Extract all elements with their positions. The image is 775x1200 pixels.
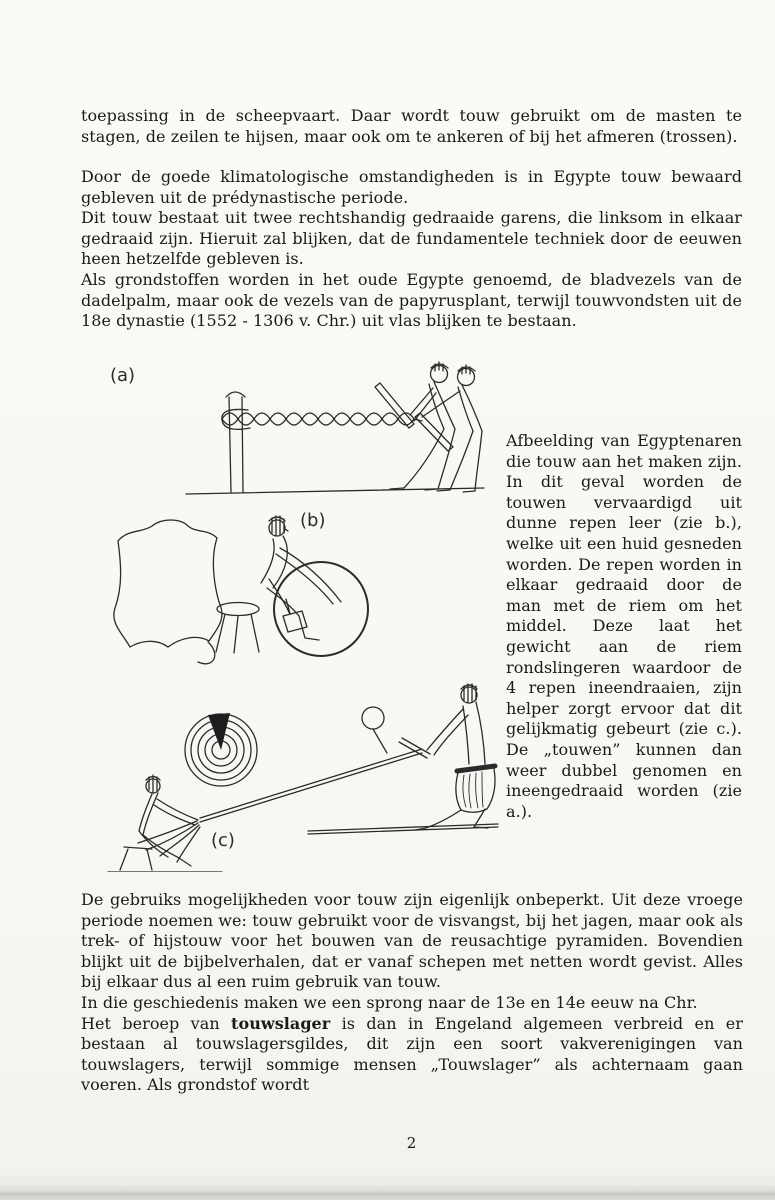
egyptian-rope-making-illustration bbox=[70, 357, 500, 872]
paragraph-ropemaker-profession bbox=[81, 1014, 743, 1096]
scene-c-stretching-rope-drawing bbox=[108, 684, 498, 872]
paragraph-climate: Door de goede klimatologische omstandigheden is in Egypte touw bewaard gebleven uit de prédynastische periode. bbox=[81, 167, 742, 207]
figure-label-b: (b) bbox=[300, 510, 326, 531]
page-number: 2 bbox=[406, 1134, 417, 1152]
paragraph-raw-materials: Als grondstoffen worden in het oude Egypte genoemd, de bladvezels van de dadelpalm, maar ook de vezels van de papyrusplant, terwijl touwvondsten uit de 18e dynastie (1552 - 1306 v. Chr.) uit vlas blijken te bestaan. bbox=[81, 269, 742, 331]
scan-bottom-edge-shadow bbox=[0, 1184, 775, 1200]
ropemaker-bold-word: touwslager bbox=[231, 1013, 331, 1033]
paragraph-bottom-block bbox=[81, 890, 743, 1096]
paragraph-rope-structure: Dit touw bestaat uit twee rechtshandig gedraaide garens, die linksom in elkaar gedraaid zijn. Hieruit zal blijken, dat de fundamentele techniek door de eeuwen heen hetzelfde gebleven is. bbox=[81, 208, 742, 269]
paragraph-egypt-block bbox=[81, 167, 742, 332]
scene-b-cutting-hide-drawing bbox=[114, 516, 368, 664]
paragraph-intro bbox=[81, 106, 742, 147]
figure-egyptian-rope-making bbox=[70, 357, 500, 872]
paragraph-intro-text: toepassing in de scheepvaart. Daar wordt touw gebruikt om de masten te stagen, de zeilen te hijsen, maar ook om te ankeren of bij het afmeren (trossen). bbox=[81, 106, 742, 146]
figure-label-c: (c) bbox=[211, 830, 235, 851]
paragraph-uses-of-rope: De gebruiks mogelijkheden voor touw zijn eigenlijk onbeperkt. Uit deze vroege periode noemen we: touw gebruikt voor de visvangst, bij het jagen, maar ook als trek- of hijstouw voor het bouwen van de reusachtige pyramiden. Bovendien blijkt uit de bijbelverhalen, dat er vanaf schepen met netten wordt gevist. Alles bij elkaar dus al een ruim gebruik van touw. bbox=[81, 890, 743, 992]
figure-label-a: (a) bbox=[110, 365, 136, 386]
ropemaker-text-post: is dan in Engeland algemeen verbreid en er bestaan al touwslagersgildes, dit zijn een soort vakverenigingen van touwslagers, terwijl sommige mensen „Touwslager” als achternaam gaan voeren. Als grondstof wordt bbox=[81, 1013, 743, 1095]
figure-caption: Afbeelding van Egyptenaren die touw aan het maken zijn. In dit geval worden de touwen vervaardigd uit dunne repen leer (zie b.), welke uit een huid gesneden worden. De repen worden in elkaar gedraaid door de man met de riem om het middel. Deze laat het gewicht aan de riem rondslingeren waardoor de 4 repen ineendraaien, zijn helper zorgt ervoor dat dit gelijkmatig gebeurt (zie c.). De „touwen” kunnen dan weer dubbel genomen en ineengedraaid worden (zie a.). bbox=[506, 431, 742, 821]
ropemaker-text-pre: Het beroep van bbox=[81, 1013, 232, 1033]
paragraph-history-jump: In die geschiedenis maken we een sprong naar de 13e en 14e eeuw na Chr. bbox=[81, 992, 698, 1012]
scene-a-twisting-rope-drawing bbox=[186, 362, 484, 494]
